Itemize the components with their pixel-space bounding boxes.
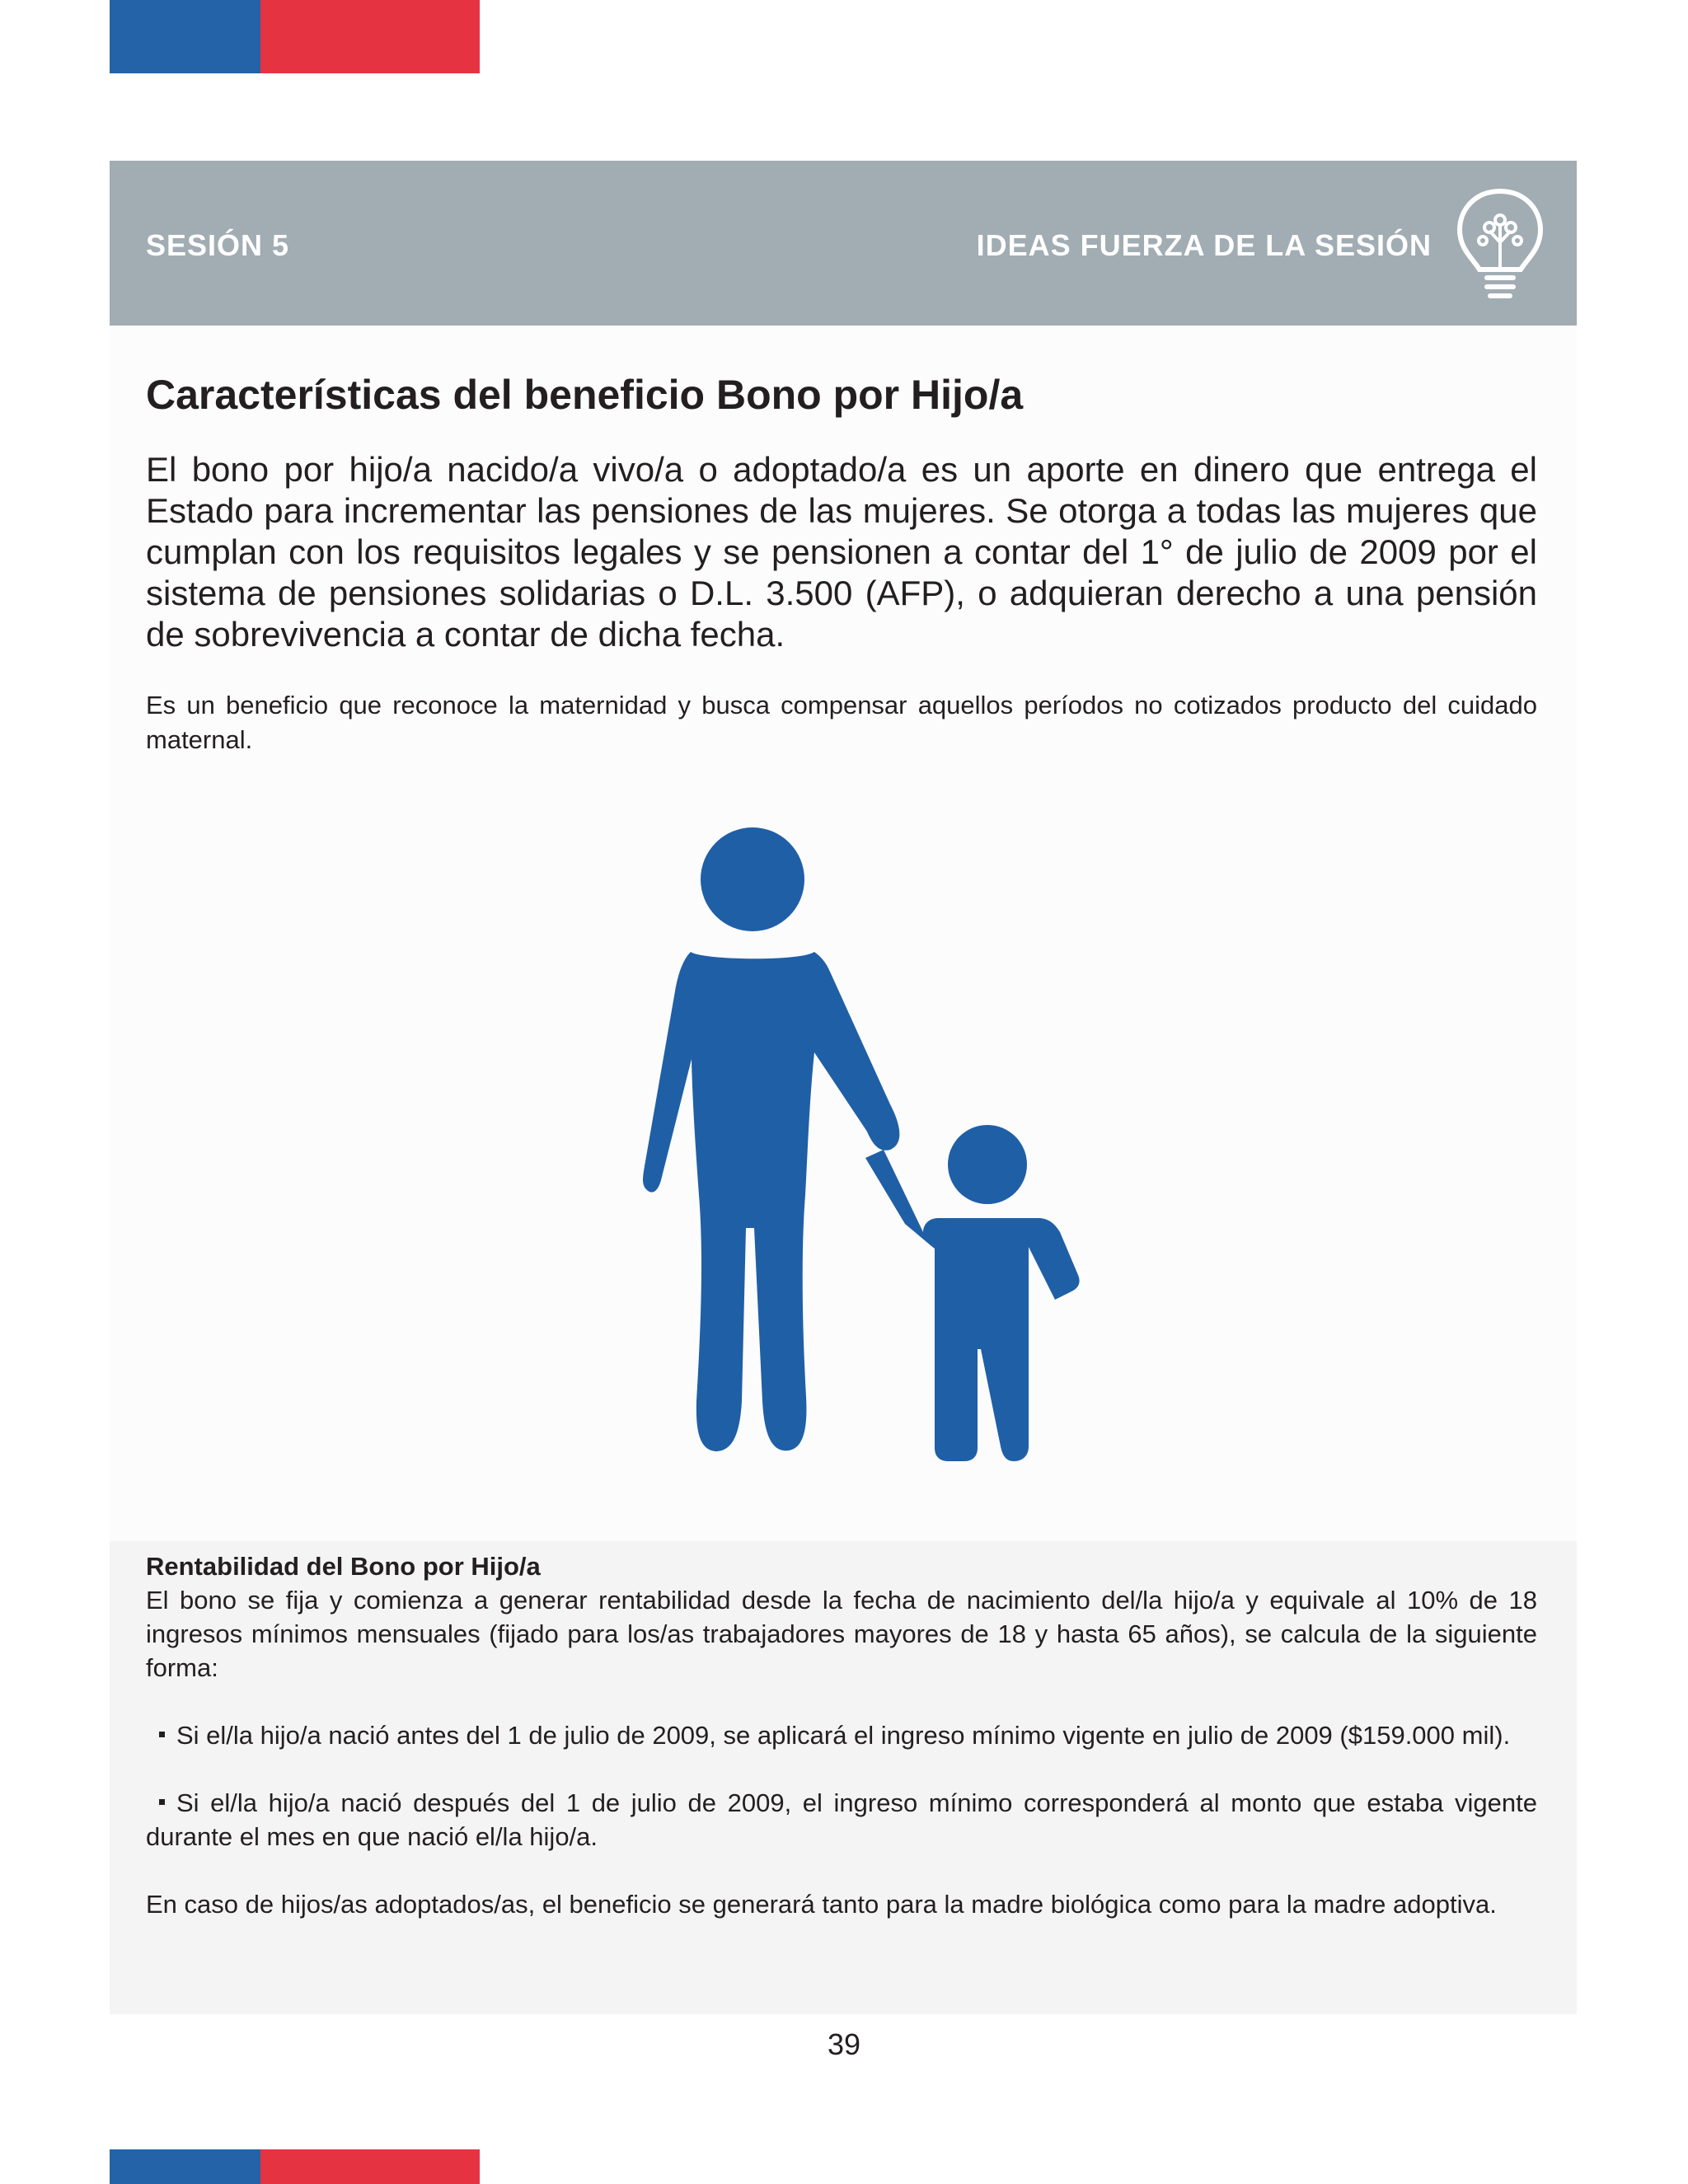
box-title: Rentabilidad del Bono por Hijo/a bbox=[146, 1552, 541, 1581]
list-item bbox=[146, 1718, 1537, 1752]
flag-stripe-bottom bbox=[110, 2149, 480, 2184]
page-number: 39 bbox=[827, 2027, 861, 2061]
section-title: IDEAS FUERZA DE LA SESIÓN bbox=[976, 228, 1432, 262]
bullet-icon bbox=[159, 1732, 165, 1737]
flag-blue-block bbox=[110, 0, 260, 73]
lead-paragraph: El bono por hijo/a nacido/a vivo/a o adoptado/a es un aporte en dinero que entrega el Estado para incrementar las pensiones de las mujeres. Se otorga a todas las mujeres que cumplan con los requisitos legales y se pensionen a contar del 1° de julio de 2009 por el sistema de pensiones solidarias o D.L. 3.500 (AFP), o adquieran derecho a una pensión de sobrevivencia a contar de dicha fecha. bbox=[146, 450, 1537, 654]
box-intro: El bono se fija y comienza a generar rentabilidad desde la fecha de nacimiento del/la hijo/a y equivale al 10% de 18 ingresos mínimos mensuales (fijado para los/as trabajadores mayores de 18 y hasta 65 años), se calcula de la siguiente forma: bbox=[146, 1586, 1537, 1682]
lightbulb-icon bbox=[1453, 185, 1548, 308]
flag-stripe-top bbox=[110, 0, 480, 73]
box-closing: En caso de hijos/as adoptados/as, el beneficio se generará tanto para la madre biológica como para la madre adoptiva. bbox=[146, 1890, 1497, 1919]
rentabilidad-content bbox=[146, 1549, 1537, 1921]
note-paragraph: Es un beneficio que reconoce la maternidad y busca compensar aquellos períodos no cotizados producto del cuidado maternal. bbox=[146, 691, 1537, 754]
flag-red-block bbox=[260, 0, 480, 73]
bullet-icon bbox=[159, 1799, 165, 1805]
list-item bbox=[146, 1786, 1537, 1854]
session-label: SESIÓN 5 bbox=[146, 228, 290, 262]
page-title: Características del beneficio Bono por Hijo/a bbox=[146, 372, 1024, 418]
list-item-text: Si el/la hijo/a nació antes del 1 de julio de 2009, se aplicará el ingreso mínimo vigente en julio de 2009 ($159.000 mil). bbox=[176, 1721, 1511, 1750]
list-item-text: Si el/la hijo/a nació después del 1 de julio de 2009, el ingreso mínimo corresponderá al monto que estaba vigente durante el mes en que nació el/la hijo/a. bbox=[146, 1788, 1537, 1851]
flag-red-block bbox=[260, 2149, 480, 2184]
flag-blue-block bbox=[110, 2149, 260, 2184]
mother-and-child-icon bbox=[593, 820, 1088, 1479]
